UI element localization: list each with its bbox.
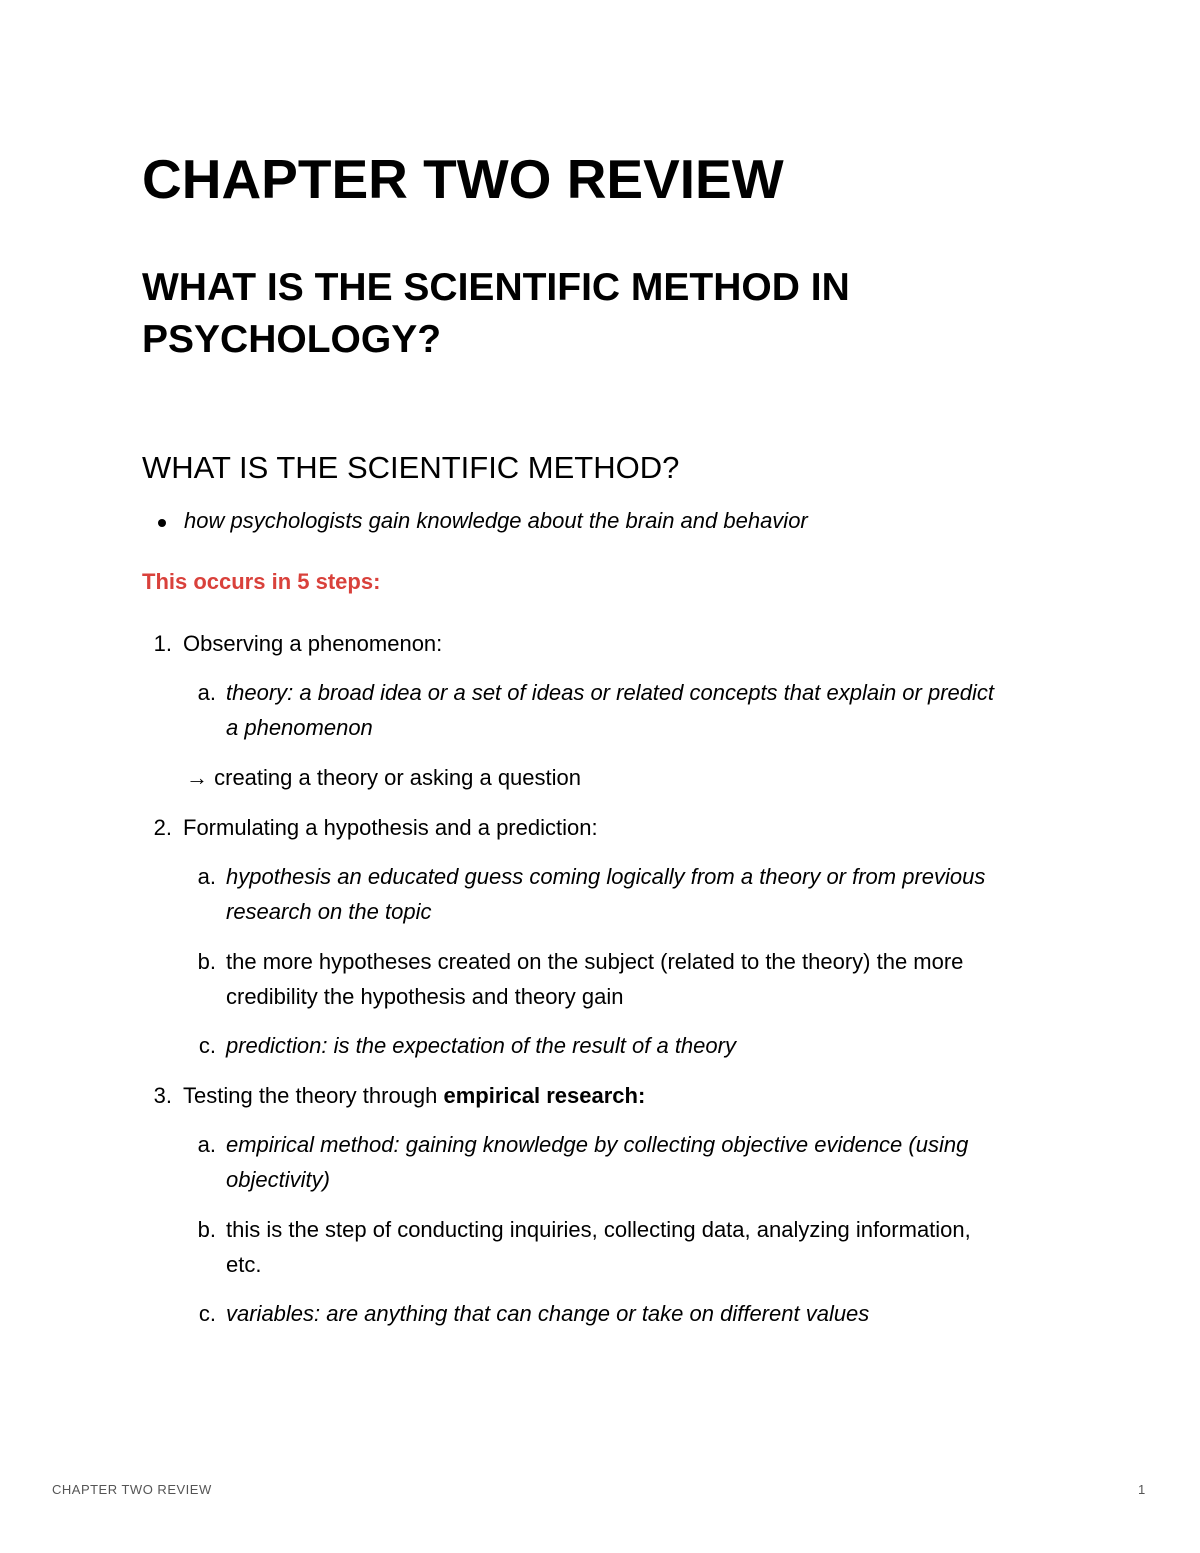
step-number: 2. — [153, 815, 172, 840]
subsection-heading: WHAT IS THE SCIENTIFIC METHOD? — [142, 450, 680, 485]
subitem-letter: b. — [197, 949, 216, 974]
footer-title: CHAPTER TWO REVIEW — [52, 1482, 212, 1497]
subitem-letter: a. — [197, 1132, 216, 1157]
step-text: Observing a phenomenon: — [183, 631, 443, 656]
step-1-note: → creating a theory or asking a question — [186, 765, 582, 790]
section-heading: WHAT IS THE SCIENTIFIC METHOD IN PSYCHOLOGY? — [142, 266, 850, 361]
subitem-letter: a. — [197, 680, 216, 705]
step-number: 1. — [153, 631, 172, 656]
subitem-letter: a. — [197, 864, 216, 889]
step-text-bold: empirical research: — [443, 1083, 646, 1108]
bullet-text: how psychologists gain knowledge about the brain and behavior — [184, 508, 808, 533]
step-text — [183, 1078, 645, 1113]
subitem-line-1: prediction: is the expectation of the result of a theory — [226, 1033, 736, 1058]
footer-page-number: 1 — [1138, 1482, 1146, 1497]
document-title: CHAPTER TWO REVIEW — [142, 148, 784, 210]
step-text-prefix: Testing the theory through — [183, 1083, 444, 1108]
subitem-line-1: hypothesis an educated guess coming logically from a theory or from previous — [226, 864, 986, 889]
subitem-line-1: empirical method: gaining knowledge by collecting objective evidence (using — [226, 1132, 969, 1157]
subitem-line-2: credibility the hypothesis and theory gain — [226, 984, 624, 1009]
subitem-line-1: the more hypotheses created on the subject (related to the theory) the more — [226, 949, 964, 974]
subitem-line-2: objectivity) — [226, 1167, 330, 1192]
step-text: Formulating a hypothesis and a prediction: — [183, 815, 598, 840]
subitem-letter: c. — [198, 1033, 216, 1058]
subitem-line-2: etc. — [226, 1252, 262, 1277]
subitem-line-2: research on the topic — [226, 899, 432, 924]
subitem-line-1: variables: are anything that can change or take on different values — [226, 1301, 870, 1326]
step-number: 3. — [153, 1083, 172, 1108]
subitem-line-1: this is the step of conducting inquiries, collecting data, analyzing information, — [226, 1217, 971, 1242]
subitem-line-1: theory: a broad idea or a set of ideas or related concepts that explain or predict — [226, 680, 995, 705]
bullet-item — [142, 504, 1042, 538]
steps-intro: This occurs in 5 steps: — [142, 569, 381, 594]
subitem-letter: c. — [198, 1301, 216, 1326]
subitem-line-2: a phenomenon — [226, 715, 373, 740]
bullet-dot-icon — [158, 519, 166, 527]
subitem-letter: b. — [197, 1217, 216, 1242]
